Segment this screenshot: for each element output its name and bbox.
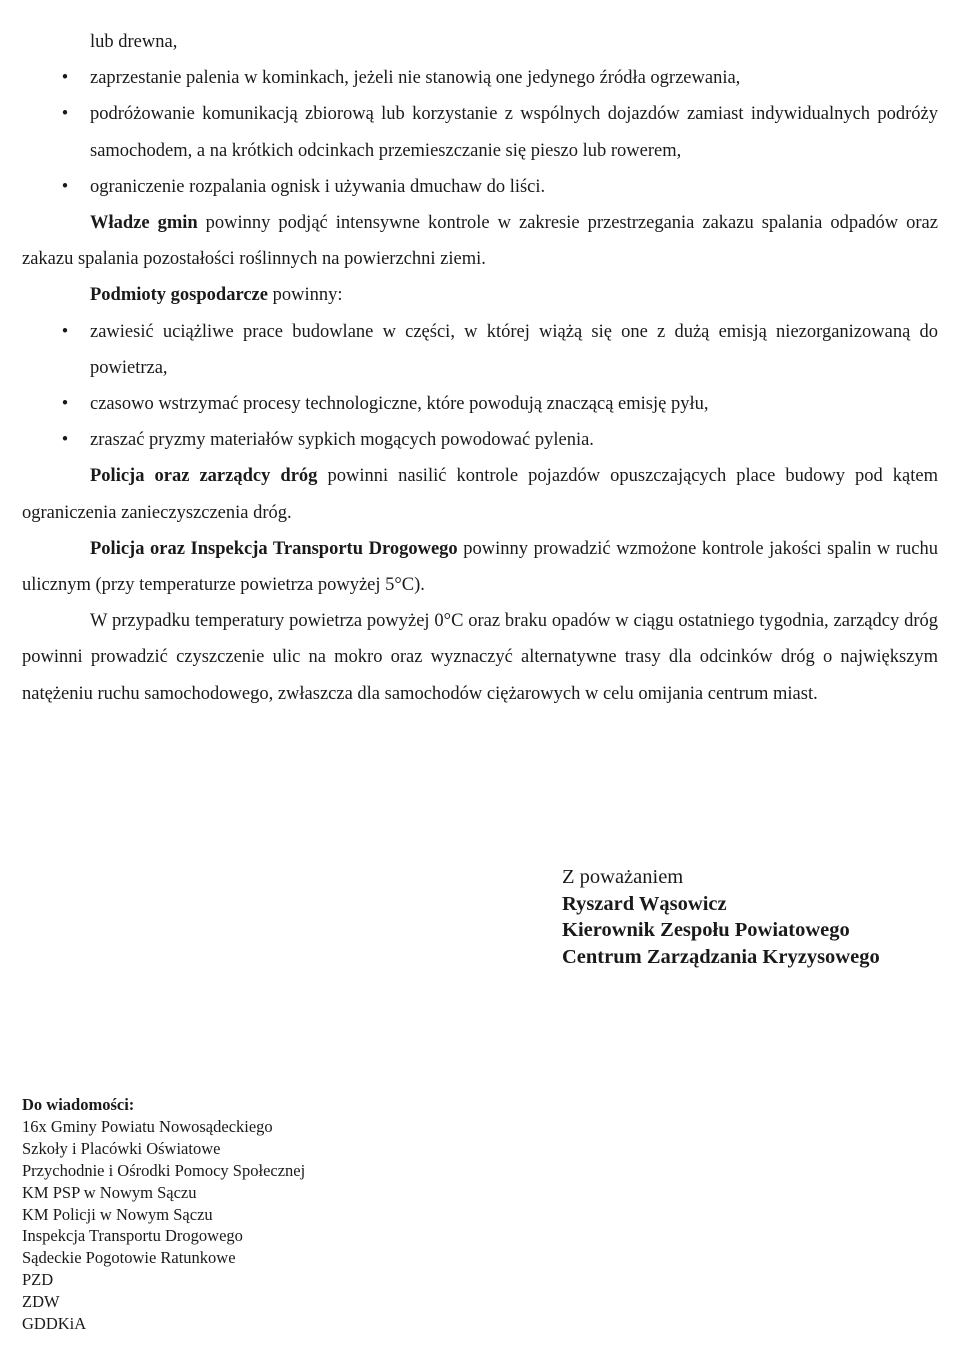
bullet-icon: • — [61, 104, 69, 125]
paragraph-podmioty — [22, 277, 938, 313]
distribution-list — [22, 1094, 305, 1335]
paragraph-subject: Podmioty gospodarcze — [90, 285, 268, 306]
paragraph-temperatura: W przypadku temperatury powietrza powyżej 0°C oraz braku opadów w ciągu ostatniego tygodnia, zarządcy dróg powinni prowadzić czyszczenie ulic na mokro oraz wyznaczyć alternatywne trasy dla odcinków dróg o największym natężeniu ruchu samochodowego, zwłaszcza dla samochodów ciężarowych w celu omijania centrum miast. — [22, 611, 938, 704]
recipient-item: KM PSP w Nowym Sączu — [22, 1182, 197, 1202]
bullet-icon: • — [61, 394, 69, 415]
list-item — [22, 314, 938, 386]
list-item-text: zawiesić uciążliwe prace budowlane w części, w której wiążą się one z dużą emisją niezorganizowaną do powietrza, — [90, 321, 938, 378]
recipient-item: KM Policji w Nowym Sączu — [22, 1204, 213, 1224]
signature-block — [562, 864, 880, 970]
recipient-item: Przychodnie i Ośrodki Pomocy Społecznej — [22, 1160, 306, 1180]
paragraph-subject: Policja oraz zarządcy dróg — [90, 466, 318, 487]
bullet-icon: • — [61, 68, 69, 89]
bullet-icon: • — [61, 430, 69, 451]
bullet-icon: • — [61, 321, 69, 342]
paragraph-text: powinny podjąć intensywne kontrole w zakresie przestrzegania zakazu spalania odpadów oraz zakazu spalania pozostałości roślinnych na powierzchni ziemi. — [22, 213, 938, 270]
signature-title-line-1: Kierownik Zespołu Powiatowego — [562, 919, 850, 941]
list-item-text: zaprzestanie palenia w kominkach, jeżeli nie stanowią one jedynego źródła ogrzewania, — [90, 68, 741, 89]
list-item — [22, 60, 938, 96]
recipient-item: 16x Gminy Powiatu Nowosądeckiego — [22, 1116, 273, 1136]
list-item-text: czasowo wstrzymać procesy technologiczne, które powodują znaczącą emisję pyłu, — [90, 394, 709, 415]
paragraph-subject: Policja oraz Inspekcja Transportu Drogowego — [90, 538, 458, 559]
list-item-text: ograniczenie rozpalania ognisk i używania dmuchaw do liści. — [90, 176, 546, 197]
paragraph-text: powinni nasilić kontrole pojazdów opuszczających place budowy pod kątem ograniczenia zanieczyszczenia dróg. — [22, 466, 938, 523]
recipient-item: GDDKiA — [22, 1314, 87, 1334]
distribution-heading: Do wiadomości: — [22, 1095, 135, 1114]
recommendations-list — [22, 60, 938, 205]
list-item — [22, 169, 938, 205]
recipient-item: ZDW — [22, 1292, 60, 1312]
document-body — [22, 24, 938, 712]
signature-greeting: Z poważaniem — [562, 866, 684, 888]
signature-title-line-2: Centrum Zarządzania Kryzysowego — [562, 945, 880, 968]
recipient-item: PZD — [22, 1270, 54, 1290]
paragraph-text: powinny: — [267, 285, 343, 306]
paragraph-policja-drogi — [22, 458, 938, 530]
list-item-text: zraszać pryzmy materiałów sypkich mogących powodować pylenia. — [90, 430, 594, 451]
paragraph-gminy — [22, 205, 938, 277]
recipient-item: Inspekcja Transportu Drogowego — [22, 1226, 243, 1246]
paragraph-text: powinny prowadzić wzmożone kontrole jakości spalin w ruchu ulicznym (przy temperaturze powietrza powyżej 5°C). — [22, 538, 938, 596]
list-item — [22, 96, 938, 168]
business-actions-list — [22, 314, 938, 459]
continuation-text: lub drewna, — [90, 32, 178, 52]
paragraph-policja-itd — [22, 531, 938, 603]
recipient-item: Szkoły i Placówki Oświatowe — [22, 1138, 221, 1158]
bullet-icon: • — [61, 176, 69, 197]
list-item-text: podróżowanie komunikacją zbiorową lub korzystanie z wspólnych dojazdów zamiast indywidualnych podróży samochodem, a na krótkich odcinkach przemieszczanie się pieszo lub rowerem, — [90, 104, 938, 161]
signature-name: Ryszard Wąsowicz — [562, 892, 727, 915]
list-item — [22, 386, 938, 422]
list-item — [22, 422, 938, 458]
paragraph-subject: Władze gmin — [90, 213, 198, 234]
recipient-item: Sądeckie Pogotowie Ratunkowe — [22, 1248, 236, 1268]
